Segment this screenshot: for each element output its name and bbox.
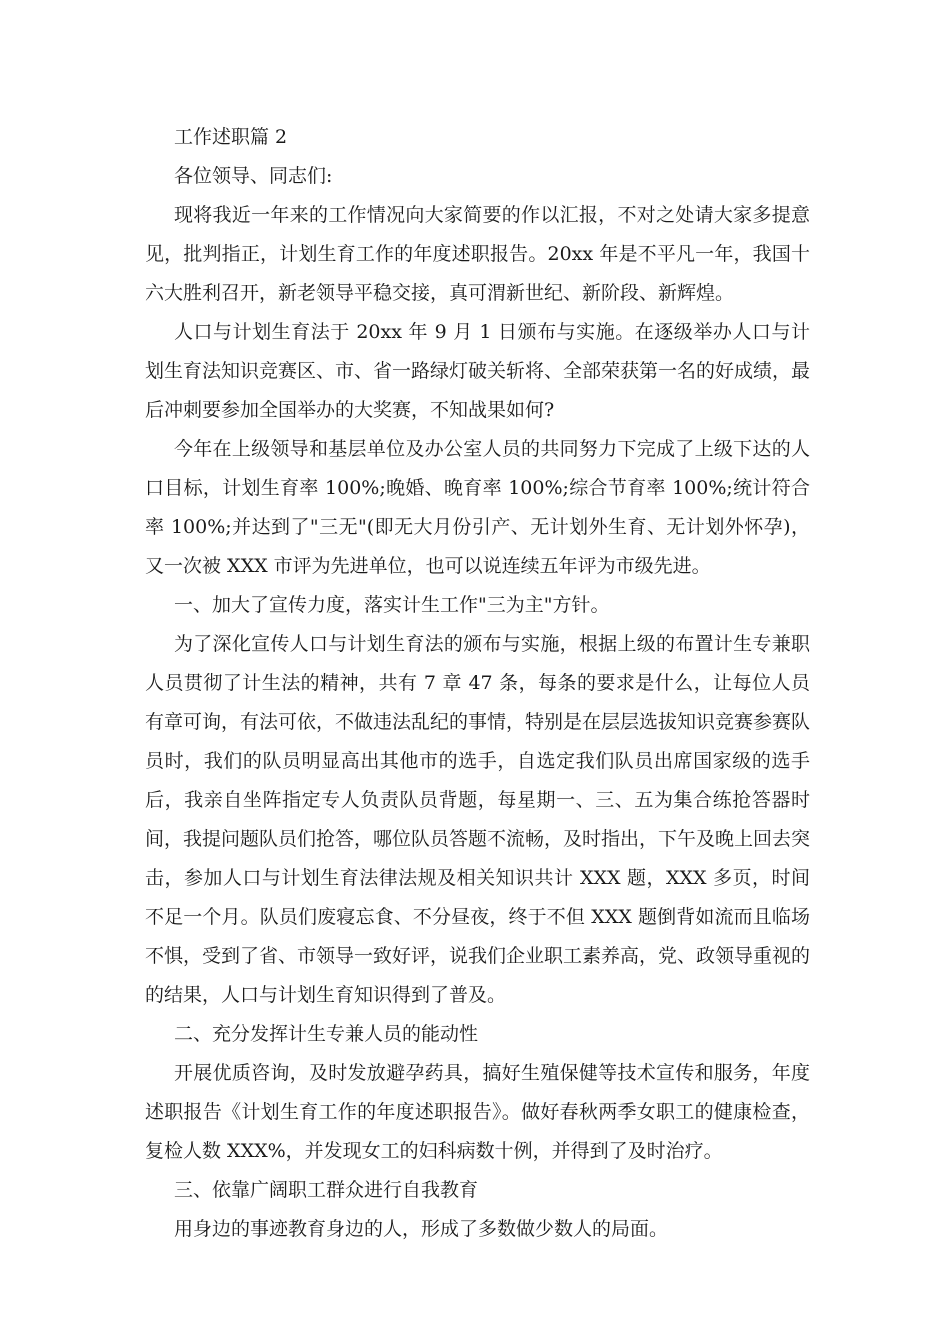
section-heading-1: 一、加大了宣传力度，落实计生工作"三为主"方针。 xyxy=(174,594,610,616)
salutation: 各位领导、同志们: xyxy=(174,165,333,187)
paragraph-self-education: 用身边的事迹教育身边的人，形成了多数做少数人的局面。 xyxy=(174,1218,669,1240)
paragraph-law: 人口与计划生育法于 20xx 年 9 月 1 日颁布与实施。在逐级举办人口与计划生育法知识竞赛区、市、省一路绿灯破关斩将、全部荣获第一名的好成绩，最后冲刺要参加全国举办的大奖赛，不知战果如何? xyxy=(145,321,811,421)
paragraph-intro: 现将我近一年来的工作情况向大家简要的作以汇报，不对之处请大家多提意见，批判指正，计划生育工作的年度述职报告。20xx 年是不平凡一年，我国十六大胜利召开，新老领导平稳交接，真可渭新世纪、新阶段、新辉煌。 xyxy=(145,204,810,304)
document-heading: 工作述职篇 2 xyxy=(174,126,288,148)
paragraph-publicity: 为了深化宣传人口与计划生育法的颁布与实施，根据上级的布置计生专兼职人员贯彻了计生法的精神，共有 7 章 47 条，每条的要求是什么，让每位人员有章可询，有法可依，不做违法乱纪的事情，特别是在层层选拔知识竞赛参赛队员时，我们的队员明显高出其他市的选手，自选定我们队员出席国家级的选手后，我亲自坐阵指定专人负责队员背题，每星期一、三、五为集合练抢答器时间，我提问题队员们抢答，哪位队员答题不流畅，及时指出，下午及晚上回去突击，参加人口与计划生育法律法规及相关知识共计 XXX 题，XXX 多页，时间不足一个月。队员们废寝忘食、不分昼夜，终于不但 XXX 题倒背如流而且临场不惧，受到了省、市领导一致好评，说我们企业职工素养高，党、政领导重视的的结果，人口与计划生育知识得到了普及。 xyxy=(145,633,811,1006)
section-heading-3: 三、依靠广阔职工群众进行自我教育 xyxy=(174,1179,479,1201)
document-page xyxy=(145,118,810,1249)
paragraph-targets: 今年在上级领导和基层单位及办公室人员的共同努力下完成了上级下达的人口目标，计划生育率 100%;晚婚、晚育率 100%;综合节育率 100%;统计符合率 100%;并达到了"三无"(即无大月份引产、无计划外生育、无计划外怀孕)，又一次被 XXX 市评为先进单位，也可以说连续五年评为市级先进。 xyxy=(145,438,810,577)
paragraph-services: 开展优质咨询，及时发放避孕药具，搞好生殖保健等技术宣传和服务，年度述职报告《计划生育工作的年度述职报告》。做好春秋两季女职工的健康检查，复检人数 XXX%，并发现女工的妇科病数十例，并得到了及时治疗。 xyxy=(145,1062,810,1162)
section-heading-2: 二、充分发挥计生专兼人员的能动性 xyxy=(174,1023,479,1045)
